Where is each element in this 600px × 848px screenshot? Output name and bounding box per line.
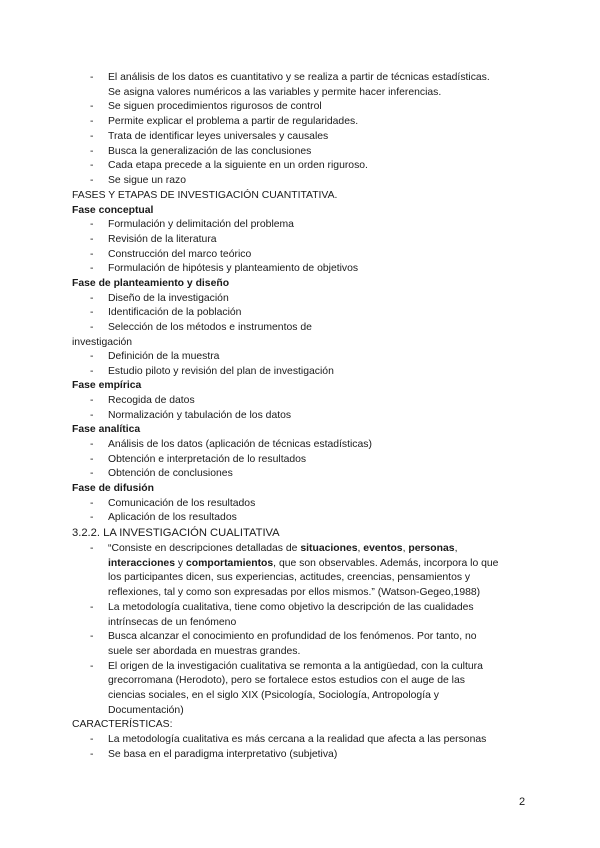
section-title: 3.2.2. LA INVESTIGACIÓN CUALITATIVA [72, 527, 280, 539]
bullet-dash: - [90, 72, 94, 83]
list-item-continuation: ciencias sociales, en el siglo XIX (Psicología, Sociología, Antropología y [108, 690, 439, 701]
bullet-dash: - [90, 512, 94, 523]
list-item-continuation: grecorromana (Herodoto), pero se fortalece estos estudios con el auge de las [108, 675, 465, 686]
bullet-dash: - [90, 366, 94, 377]
list-item: Formulación y delimitación del problema [108, 219, 294, 230]
list-item: Selección de los métodos e instrumentos de [108, 322, 312, 333]
list-item: Identificación de la población [108, 307, 242, 318]
list-item: Permite explicar el problema a partir de regularidades. [108, 116, 359, 127]
section-title: CARACTERÍSTICAS: [72, 719, 173, 730]
list-item: Formulación de hipótesis y planteamiento de objetivos [108, 263, 359, 274]
bullet-dash: - [90, 454, 94, 465]
bullet-dash: - [90, 734, 94, 745]
list-item-continuation: Se asigna valores numéricos a las variables y permite hacer inferencias. [108, 87, 442, 98]
bullet-dash: - [90, 395, 94, 406]
list-item: El análisis de los datos es cuantitativo y se realiza a partir de técnicas estadísticas. [108, 72, 490, 83]
bullet-dash: - [90, 749, 94, 760]
bullet-dash: - [90, 631, 94, 642]
bullet-dash: - [90, 351, 94, 362]
list-item: La metodología cualitativa es más cercana a la realidad que afecta a las personas [108, 734, 487, 745]
phase-heading: Fase analítica [72, 424, 141, 435]
bullet-dash: - [90, 219, 94, 230]
list-item: Cada etapa precede a la siguiente en un orden riguroso. [108, 160, 368, 171]
quote-line: interacciones y comportamientos, que son observables. Además, incorpora lo que [108, 558, 499, 569]
bullet-dash: - [90, 293, 94, 304]
list-item: Obtención e interpretación de lo resultados [108, 454, 307, 465]
section-title: FASES Y ETAPAS DE INVESTIGACIÓN CUANTITATIVA. [72, 190, 338, 201]
list-item: Definición de la muestra [108, 351, 220, 362]
list-item-continuation: intrínsecas de un fenómeno [108, 617, 237, 628]
list-item: Busca la generalización de las conclusiones [108, 146, 312, 157]
bullet-dash: - [90, 131, 94, 142]
bullet-dash: - [90, 146, 94, 157]
bullet-dash: - [90, 322, 94, 333]
list-item: Diseño de la investigación [108, 293, 229, 304]
page-number: 2 [519, 796, 526, 808]
bullet-dash: - [90, 468, 94, 479]
list-item: Comunicación de los resultados [108, 498, 256, 509]
quote-line: los participantes dicen, sus experiencias, actitudes, creencias, pensamientos y [108, 572, 471, 583]
list-item-continuation: Documentación) [108, 705, 184, 716]
phase-heading: Fase empírica [72, 380, 142, 391]
bullet-dash: - [90, 160, 94, 171]
list-item-continuation: suele ser abordada en muestras grandes. [108, 646, 301, 657]
list-item: Trata de identificar leyes universales y causales [108, 131, 329, 142]
bullet-dash: - [90, 543, 94, 554]
phase-heading: Fase conceptual [72, 205, 154, 216]
list-item: Análisis de los datos (aplicación de técnicas estadísticas) [108, 439, 372, 450]
bullet-dash: - [90, 249, 94, 260]
list-item: Se siguen procedimientos rigurosos de control [108, 101, 322, 112]
list-item: Se sigue un razo [108, 175, 186, 186]
bullet-dash: - [90, 498, 94, 509]
bullet-dash: - [90, 410, 94, 421]
list-item: Normalización y tabulación de los datos [108, 410, 292, 421]
list-item: Recogida de datos [108, 395, 195, 406]
bullet-dash: - [90, 263, 94, 274]
phase-heading: Fase de planteamiento y diseño [72, 278, 230, 289]
bullet-dash: - [90, 661, 94, 672]
phase-heading: Fase de difusión [72, 483, 154, 494]
bullet-dash: - [90, 307, 94, 318]
list-item: Aplicación de los resultados [108, 512, 237, 523]
list-item: Construcción del marco teórico [108, 249, 252, 260]
list-item: Se basa en el paradigma interpretativo (subjetiva) [108, 749, 338, 760]
list-item: Estudio piloto y revisión del plan de investigación [108, 366, 334, 377]
bullet-dash: - [90, 234, 94, 245]
list-item-continuation: investigación [72, 337, 133, 348]
list-item: Obtención de conclusiones [108, 468, 233, 479]
bullet-dash: - [90, 101, 94, 112]
bullet-dash: - [90, 602, 94, 613]
quote-line: “Consiste en descripciones detalladas de situaciones, eventos, personas, [108, 543, 458, 554]
bullet-dash: - [90, 175, 94, 186]
quote-line: reflexiones, tal y como son expresadas por ellos mismos.” (Watson-Gegeo,1988) [108, 587, 481, 598]
list-item: La metodología cualitativa, tiene como objetivo la descripción de las cualidades [108, 602, 474, 613]
list-item: El origen de la investigación cualitativa se remonta a la antigüedad, con la cultura [108, 661, 483, 672]
list-item: Revisión de la literatura [108, 234, 217, 245]
bullet-dash: - [90, 116, 94, 127]
bullet-dash: - [90, 439, 94, 450]
list-item: Busca alcanzar el conocimiento en profundidad de los fenómenos. Por tanto, no [108, 631, 477, 642]
